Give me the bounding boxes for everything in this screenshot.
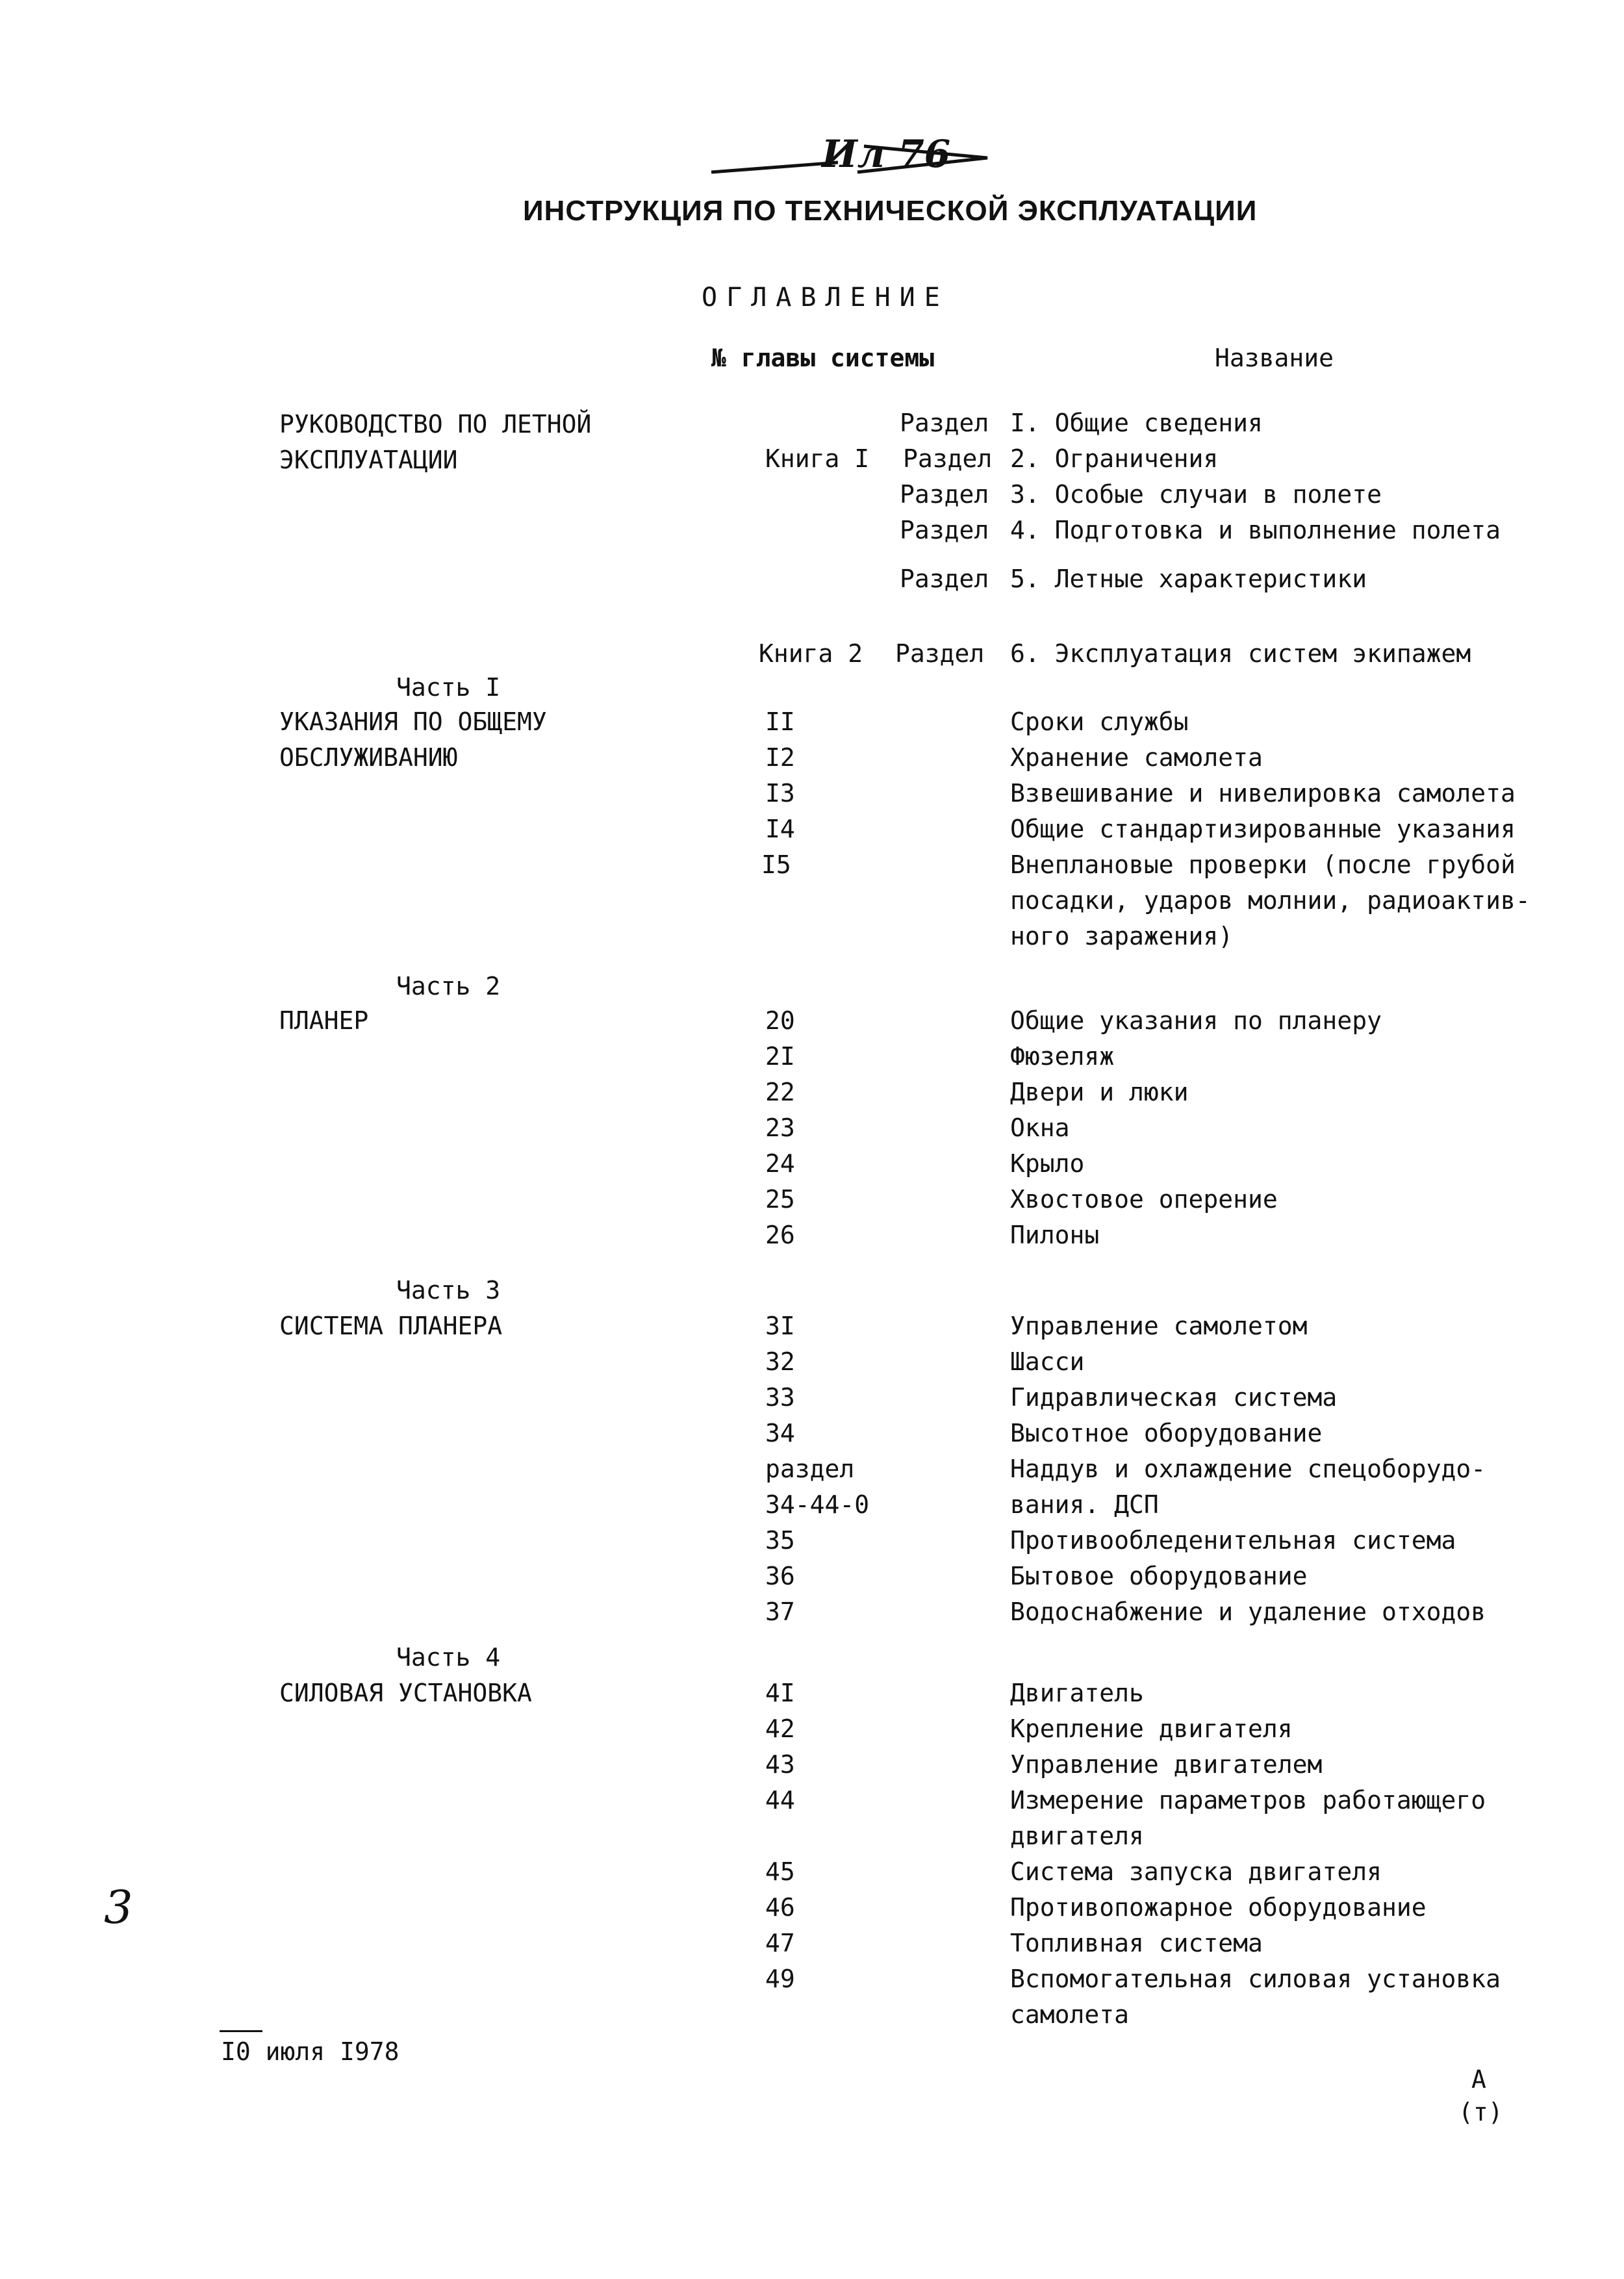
section-name: I. Общие сведения	[1010, 409, 1263, 437]
section-label: Раздел	[895, 639, 985, 668]
chapter-number: 45	[765, 1857, 795, 1886]
chapter-name: Фюзеляж	[1010, 1042, 1115, 1071]
part-3-title: СИСТЕМА ПЛАНЕРА	[279, 1312, 503, 1340]
section-name: 6. Эксплуатация систем экипажем	[1010, 639, 1471, 668]
chapter-number: 37	[765, 1598, 795, 1626]
chapter-name: Водоснабжение и удаление отходов	[1010, 1598, 1486, 1626]
chapter-name: Высотное оборудование	[1010, 1419, 1323, 1447]
chapter-number: 43	[765, 1750, 795, 1779]
chapter-number: 42	[765, 1714, 795, 1743]
part-4-title: СИЛОВАЯ УСТАНОВКА	[279, 1679, 532, 1707]
chapter-name: Двигатель	[1010, 1679, 1144, 1707]
chapter-number: 26	[765, 1221, 795, 1249]
chapter-name: Крепление двигателя	[1010, 1714, 1293, 1743]
chapter-name: Противопожарное оборудование	[1010, 1893, 1427, 1922]
handwritten-page-mark: 3	[104, 1881, 133, 1934]
flight-manual-title-line1: РУКОВОДСТВО ПО ЛЕТНОЙ	[279, 410, 592, 439]
part-1-title-line1: УКАЗАНИЯ ПО ОБЩЕМУ	[279, 707, 547, 736]
handwritten-code: Ил 76	[822, 132, 951, 176]
chapter-number: 24	[765, 1149, 795, 1178]
chapter-number: 36	[765, 1562, 795, 1590]
chapter-name: Окна	[1010, 1114, 1070, 1142]
part-2-label: Часть 2	[396, 972, 501, 1000]
revision-sub: (т)	[1458, 2098, 1503, 2126]
revision-letter: А	[1471, 2065, 1486, 2094]
chapter-number: 46	[765, 1893, 795, 1922]
chapter-number: 32	[765, 1347, 795, 1376]
chapter-number: 25	[765, 1185, 795, 1214]
chapter-name: Управление двигателем	[1010, 1750, 1323, 1779]
section-name: 3. Особые случаи в полете	[1010, 480, 1382, 509]
chapter-name: Шасси	[1010, 1347, 1085, 1376]
section-label: Раздел	[900, 480, 989, 509]
section-label: Раздел	[900, 409, 989, 437]
section-name: 2. Ограничения	[1010, 444, 1219, 473]
chapter-number: 34-44-0	[765, 1490, 870, 1519]
chapter-number: I3	[765, 779, 795, 808]
section-label: Раздел	[900, 516, 989, 544]
chapter-name: Общие стандартизированные указания	[1010, 815, 1516, 843]
chapter-name: Хвостовое оперение	[1010, 1185, 1278, 1214]
chapter-number: 4I	[765, 1679, 795, 1707]
date-overline	[220, 2030, 262, 2032]
chapter-number: 35	[765, 1526, 795, 1555]
chapter-name-continuation: посадки, ударов молнии, радиоактив-	[1010, 886, 1530, 915]
section-label: Раздел	[900, 565, 989, 593]
chapter-number: I5	[761, 850, 791, 879]
section-name: 4. Подготовка и выполнение полета	[1010, 516, 1501, 544]
chapter-name: Наддув и охлаждение спецоборудо-	[1010, 1455, 1486, 1483]
chapter-name: Противообледенительная система	[1010, 1526, 1456, 1555]
chapter-name: Взвешивание и нивелировка самолета	[1010, 779, 1516, 808]
revision-date: I0 июля I978	[221, 2037, 400, 2066]
flight-manual-title-line2: ЭКСПЛУАТАЦИИ	[279, 446, 458, 474]
part-3-label: Часть 3	[396, 1276, 501, 1305]
chapter-number: 44	[765, 1786, 795, 1814]
chapter-name: вания. ДСП	[1010, 1490, 1159, 1519]
chapter-name-continuation: самолета	[1010, 2000, 1130, 2029]
chapter-number: 33	[765, 1383, 795, 1412]
chapter-name: Гидравлическая система	[1010, 1383, 1338, 1412]
chapter-name: Управление самолетом	[1010, 1312, 1308, 1340]
chapter-name-continuation: ного заражения)	[1010, 922, 1234, 950]
chapter-name: Измерение параметров работающего	[1010, 1786, 1486, 1814]
chapter-name: Вспомогательная силовая установка	[1010, 1965, 1501, 1993]
chapter-number: 34	[765, 1419, 795, 1447]
chapter-number: I2	[765, 743, 795, 772]
section-name: 5. Летные характеристики	[1010, 565, 1367, 593]
column-header-name: Название	[1215, 344, 1334, 372]
part-4-label: Часть 4	[396, 1643, 501, 1672]
chapter-number: 49	[765, 1965, 795, 1993]
part-1-label: Часть I	[396, 673, 501, 702]
book-1-label: Книга I	[765, 444, 870, 473]
chapter-number: 20	[765, 1006, 795, 1035]
chapter-name: Пилоны	[1010, 1221, 1100, 1249]
chapter-name: Бытовое оборудование	[1010, 1562, 1308, 1590]
chapter-name: Крыло	[1010, 1149, 1085, 1178]
chapter-number: I4	[765, 815, 795, 843]
column-header-chapter: № главы системы	[711, 344, 935, 372]
chapter-name: Система запуска двигателя	[1010, 1857, 1382, 1886]
chapter-number: 22	[765, 1078, 795, 1106]
chapter-number: 3I	[765, 1312, 795, 1340]
chapter-number: 2I	[765, 1042, 795, 1071]
chapter-name: Внеплановые проверки (после грубой	[1010, 850, 1516, 879]
chapter-name: Общие указания по планеру	[1010, 1006, 1382, 1035]
chapter-number: 47	[765, 1929, 795, 1957]
chapter-name: Двери и люки	[1010, 1078, 1189, 1106]
part-1-title-line2: ОБСЛУЖИВАНИЮ	[279, 743, 458, 772]
chapter-name: Сроки службы	[1010, 707, 1189, 736]
chapter-name: Хранение самолета	[1010, 743, 1263, 772]
chapter-number: II	[765, 707, 795, 736]
chapter-name-continuation: двигателя	[1010, 1822, 1144, 1850]
section-label: Раздел	[903, 444, 993, 473]
chapter-number: 23	[765, 1114, 795, 1142]
chapter-number: раздел	[765, 1455, 855, 1483]
chapter-name: Топливная система	[1010, 1929, 1263, 1957]
toc-heading: ОГЛАВЛЕНИЕ	[702, 283, 949, 312]
book-2-label: Книга 2	[759, 639, 863, 668]
part-2-title: ПЛАНЕР	[279, 1006, 369, 1035]
page-title: ИНСТРУКЦИЯ ПО ТЕХНИЧЕСКОЙ ЭКСПЛУАТАЦИИ	[523, 195, 1258, 227]
handwritten-code-mark	[708, 127, 994, 185]
